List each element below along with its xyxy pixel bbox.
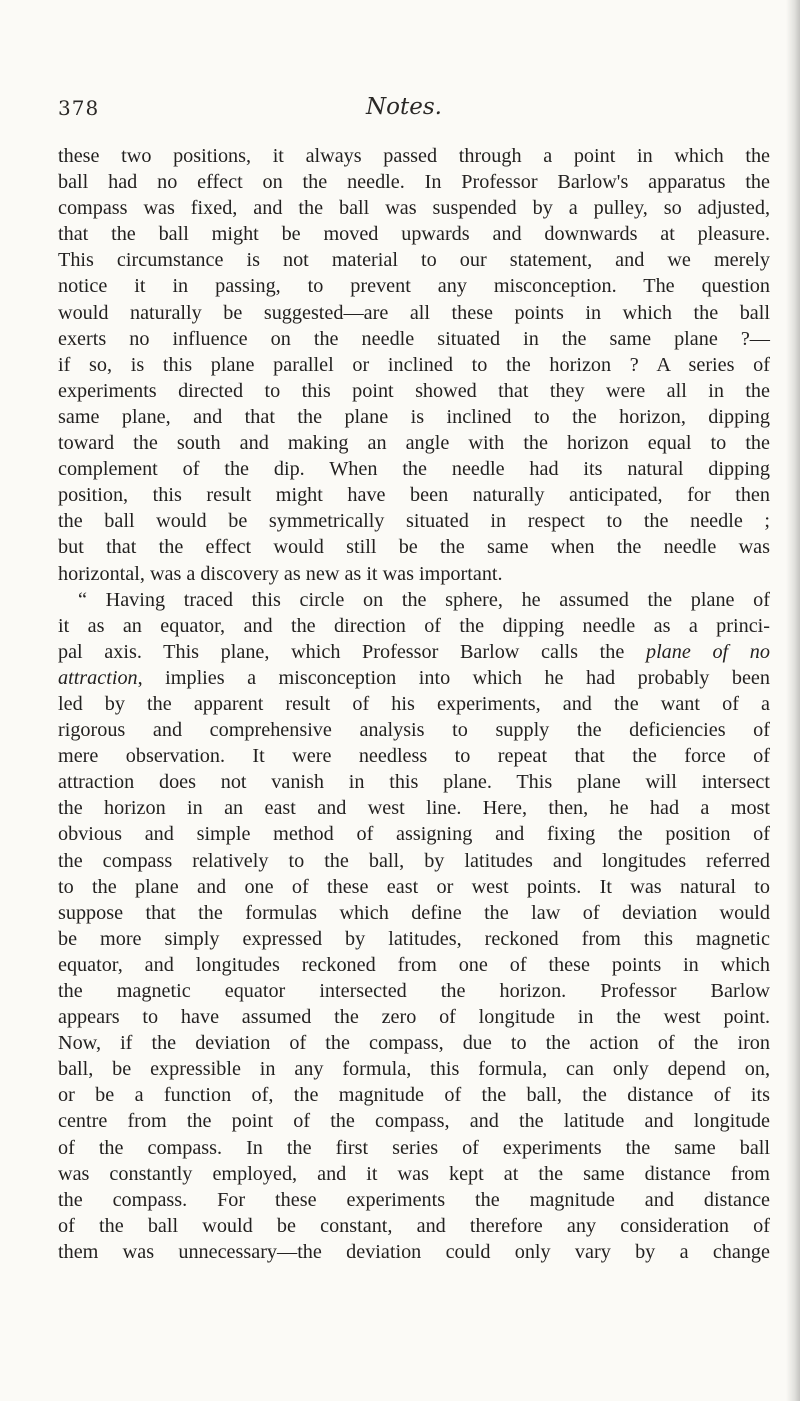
text-line: led by the apparent result of his experiments, and the want of a bbox=[58, 692, 770, 715]
text-line: Now, if the deviation of the compass, due to the action of the iron bbox=[58, 1032, 770, 1055]
text-line: the magnetic equator intersected the horizon. Professor Barlow bbox=[58, 980, 770, 1002]
text-segment: pal axis. This plane, which Professor Barlow calls the bbox=[58, 640, 646, 663]
text-line: the compass. For these experiments the magnitude and distance bbox=[58, 1188, 770, 1211]
text-line: attraction does not vanish in this plane. This plane will intersect bbox=[58, 771, 770, 794]
text-line: complement of the dip. When the needle had its natural dipping bbox=[58, 458, 770, 481]
text-line: ball had no effect on the needle. In Professor Barlow's apparatus the bbox=[58, 171, 770, 194]
text-line: same plane, and that the plane is inclined to the horizon, dipping bbox=[58, 405, 770, 428]
text-line: the compass relatively to the ball, by latitudes and longitudes referred bbox=[58, 849, 770, 872]
text-line: the ball would be symmetrically situated in respect to the needle ; bbox=[58, 510, 770, 533]
text-line: but that the effect would still be the same when the needle was bbox=[58, 536, 770, 559]
text-line: equator, and longitudes reckoned from one of these points in which bbox=[58, 953, 770, 976]
text-segment: , implies a misconception into which he had probably been bbox=[137, 666, 770, 689]
text-line: suppose that the formulas which define the law of deviation would bbox=[58, 901, 770, 924]
italic-phrase: plane of no bbox=[645, 640, 770, 663]
text-line-with-italic bbox=[58, 639, 770, 665]
text-line: compass was fixed, and the ball was suspended by a pulley, so adjusted, bbox=[58, 197, 770, 220]
page-number: 378 bbox=[58, 96, 100, 120]
text-line-paragraph-start: “ Having traced this circle on the sphere, he assumed the plane of bbox=[78, 588, 770, 611]
text-line: these two positions, it always passed through a point in which the bbox=[58, 145, 770, 167]
text-line: to the plane and one of these east or west points. It was natural to bbox=[58, 875, 770, 898]
text-line: of the compass. In the first series of experiments the same ball bbox=[58, 1136, 770, 1159]
italic-word: attraction bbox=[58, 666, 138, 689]
text-line: mere observation. It were needless to repeat that the force of bbox=[58, 745, 770, 768]
text-line: rigorous and comprehensive analysis to supply the deficiencies of bbox=[58, 719, 770, 742]
text-line: horizontal, was a discovery as new as it was important. bbox=[58, 562, 503, 585]
text-line: that the ball might be moved upwards and downwards at pleasure. bbox=[58, 223, 770, 246]
page-header bbox=[58, 96, 758, 136]
page-spine-shadow bbox=[786, 0, 800, 1401]
body-text bbox=[58, 143, 770, 1265]
text-line: ball, be expressible in any formula, this formula, can only depend on, bbox=[58, 1058, 770, 1081]
running-title: Notes. bbox=[366, 94, 442, 120]
text-line: appears to have assumed the zero of longitude in the west point. bbox=[58, 1006, 770, 1029]
text-line: notice it in passing, to prevent any misconception. The question bbox=[58, 275, 770, 298]
text-line: was constantly employed, and it was kept at the same distance from bbox=[58, 1162, 770, 1185]
text-line: if so, is this plane parallel or inclined to the horizon ? A series of bbox=[58, 353, 770, 376]
text-line: obvious and simple method of assigning and fixing the position of bbox=[58, 823, 770, 846]
text-line: them was unnecessary—the deviation could only vary by a change bbox=[58, 1240, 770, 1263]
text-line: toward the south and making an angle with the horizon equal to the bbox=[58, 432, 770, 455]
text-line: of the ball would be constant, and therefore any consideration of bbox=[58, 1214, 770, 1237]
text-line: This circumstance is not material to our statement, and we merely bbox=[58, 249, 770, 272]
text-line: experiments directed to this point showed that they were all in the bbox=[58, 379, 770, 402]
text-line: exerts no influence on the needle situated in the same plane ?— bbox=[58, 327, 770, 350]
text-line: position, this result might have been naturally anticipated, for then bbox=[58, 484, 770, 507]
text-line bbox=[58, 665, 770, 691]
text-line: would naturally be suggested—are all these points in which the ball bbox=[58, 301, 770, 324]
text-line: be more simply expressed by latitudes, reckoned from this magnetic bbox=[58, 927, 770, 950]
text-line: it as an equator, and the direction of the dipping needle as a princi- bbox=[58, 614, 770, 637]
text-line: the horizon in an east and west line. Here, then, he had a most bbox=[58, 797, 770, 820]
text-line: or be a function of, the magnitude of the ball, the distance of its bbox=[58, 1084, 770, 1107]
text-line: centre from the point of the compass, and the latitude and longitude bbox=[58, 1110, 770, 1133]
